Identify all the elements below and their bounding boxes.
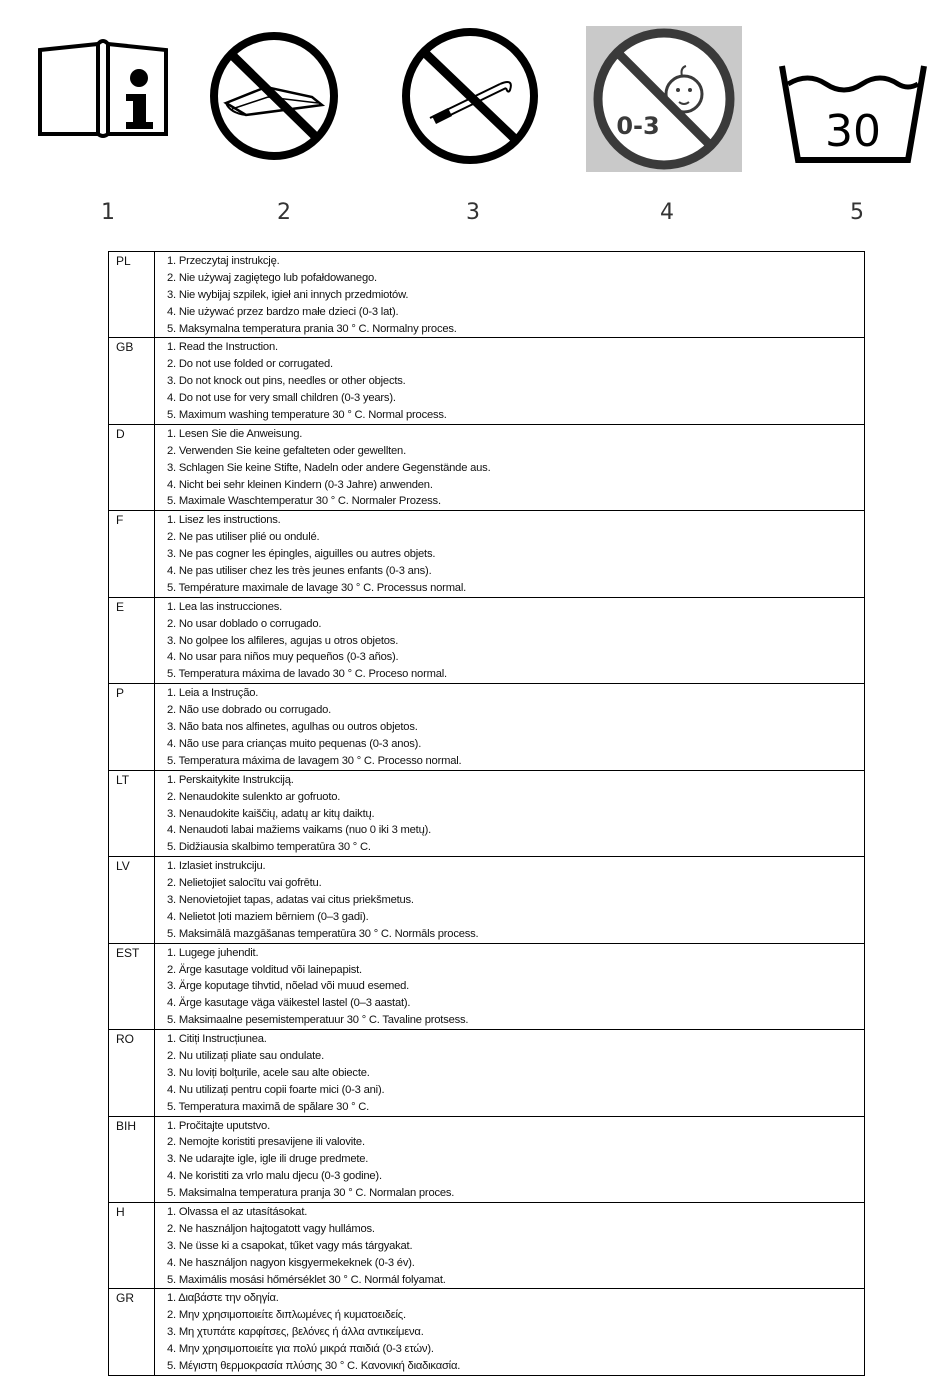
- no-folding-icon: [206, 31, 342, 161]
- instruction-line: 3. Schlagen Sie keine Stifte, Nadeln oder andere Gegenstände aus.: [167, 461, 491, 474]
- instruction-line: 4. Ne pas utiliser chez les très jeunes enfants (0-3 ans).: [167, 565, 432, 578]
- instruction-line: 1. Lea las instrucciones.: [167, 600, 283, 613]
- instruction-line: 4. Nelietot ļoti maziem bērniem (0–3 gadi).: [167, 910, 369, 923]
- read-instructions-icon: [36, 38, 170, 140]
- instruction-line: 3. Não bata nos alfinetes, agulhas ou outros objetos.: [167, 721, 418, 734]
- instruction-line: 1. Lisez les instructions.: [167, 514, 281, 527]
- instruction-line: 2. Nelietojiet salocītu vai gofrētu.: [167, 877, 322, 890]
- instruction-line: 4. Nenaudoti labai mažiems vaikams (nuo 0 iki 3 metų).: [167, 824, 432, 837]
- instruction-line: 2. No usar doblado o corrugado.: [167, 617, 322, 630]
- instruction-line: 2. Ne pas utiliser plié ou ondulé.: [167, 531, 320, 544]
- instruction-line: 1. Lesen Sie die Anweisung.: [167, 427, 303, 440]
- instruction-line: 3. Ärge koputage tihvtid, nõelad või muud esemed.: [167, 980, 410, 993]
- language-code: D: [109, 424, 155, 510]
- instruction-lines: [155, 1116, 865, 1202]
- language-row: [109, 597, 865, 683]
- instruction-line: 5. Μέγιστη θερμοκρασία πλύσης 30 ° C. Κανονική διαδικασία.: [167, 1360, 461, 1372]
- instruction-line: 2. Nie używaj zagiętego lub pofałdowanego.: [167, 271, 377, 284]
- instruction-line: 2. Nemojte koristiti presavijene ili valovite.: [167, 1136, 365, 1149]
- language-code: E: [109, 597, 155, 683]
- language-code: RO: [109, 1030, 155, 1116]
- language-row: [109, 684, 865, 770]
- instruction-line: 2. Ärge kasutage volditud või lainepapist.: [167, 963, 362, 976]
- language-row: [109, 943, 865, 1029]
- age-range-label: 0-3: [616, 112, 660, 140]
- language-code: EST: [109, 943, 155, 1029]
- instruction-line: 3. Μη χτυπάτε καρφίτσες, βελόνες ή άλλα αντικείμενα.: [167, 1326, 424, 1339]
- instruction-lines: [155, 597, 865, 683]
- instruction-line: 3. Ne üsse ki a csapokat, tűket vagy más tárgyakat.: [167, 1239, 413, 1252]
- no-pins-icon: [396, 26, 544, 166]
- language-code: BIH: [109, 1116, 155, 1202]
- instruction-line: 5. Didžiausia skalbimo temperatūra 30 ° C.: [167, 841, 371, 854]
- language-code: PL: [109, 252, 155, 338]
- instruction-lines: [155, 1030, 865, 1116]
- instruction-line: 3. Ne pas cogner les épingles, aiguilles ou autres objets.: [167, 548, 436, 561]
- wash-30-icon: [778, 60, 928, 166]
- language-row: [109, 252, 865, 338]
- instruction-line: 3. Nu loviți bolțurile, acele sau alte obiecte.: [167, 1066, 370, 1079]
- instruction-line: 1. Przeczytaj instrukcję.: [167, 255, 280, 267]
- language-row: [109, 857, 865, 943]
- language-code: LV: [109, 857, 155, 943]
- instruction-lines: [155, 1289, 865, 1375]
- language-code: F: [109, 511, 155, 597]
- instruction-line: 4. Do not use for very small children (0-3 years).: [167, 392, 396, 405]
- instruction-lines: [155, 511, 865, 597]
- instruction-lines: [155, 338, 865, 424]
- instruction-line: 3. Nie wybijaj szpilek, igieł ani innych przedmiotów.: [167, 288, 409, 301]
- instruction-line: 5. Temperatura máxima de lavado 30 ° C. Proceso normal.: [167, 668, 447, 681]
- instruction-line: 5. Maksimālā mazgāšanas temperatūra 30 ° C. Normāls process.: [167, 927, 479, 940]
- instruction-line: 5. Maksimaalne pesemistemperatuur 30 ° C. Tavaline protsess.: [167, 1014, 469, 1027]
- language-code: GR: [109, 1289, 155, 1375]
- instruction-line: 5. Maximale Waschtemperatur 30 ° C. Normaler Prozess.: [167, 495, 441, 508]
- no-babies-icon: [586, 26, 742, 172]
- instruction-lines: [155, 684, 865, 770]
- instruction-line: 5. Maximum washing temperature 30 ° C. Normal process.: [167, 409, 447, 422]
- language-code: P: [109, 684, 155, 770]
- instruction-line: 5. Temperatura maximă de spălare 30 ° C.: [167, 1100, 370, 1113]
- instruction-line: 2. Do not use folded or corrugated.: [167, 358, 333, 371]
- instruction-line: 1. Leia a Instrução.: [167, 687, 259, 700]
- instruction-line: 3. Ne udarajte igle, igle ili druge predmete.: [167, 1153, 369, 1166]
- icon-number-1: 1: [101, 200, 115, 225]
- language-row: [109, 338, 865, 424]
- language-row: [109, 770, 865, 856]
- instruction-line: 1. Citiți Instrucțiunea.: [167, 1033, 267, 1046]
- instruction-lines: [155, 857, 865, 943]
- instruction-line: 3. Nenovietojiet tapas, adatas vai citus priekšmetus.: [167, 893, 414, 906]
- instruction-line: 4. Nu utilizați pentru copii foarte mici (0-3 ani).: [167, 1083, 385, 1096]
- instruction-line: 2. Nu utilizați pliate sau ondulate.: [167, 1049, 324, 1062]
- language-row: [109, 1116, 865, 1202]
- instruction-line: 4. Nie używać przez bardzo małe dzieci (0-3 lat).: [167, 305, 399, 318]
- language-code: GB: [109, 338, 155, 424]
- language-row: [109, 424, 865, 510]
- instruction-line: 1. Perskaitykite Instrukciją.: [167, 773, 294, 786]
- icon-number-2: 2: [277, 200, 291, 225]
- instruction-line: 5. Maksimalna temperatura pranja 30 ° C. Normalan proces.: [167, 1187, 455, 1200]
- instruction-line: 4. Nicht bei sehr kleinen Kindern (0-3 Jahre) anwenden.: [167, 478, 433, 491]
- instruction-line: 5. Température maximale de lavage 30 ° C. Processus normal.: [167, 581, 467, 594]
- instruction-line: 1. Read the Instruction.: [167, 341, 278, 354]
- icon-number-3: 3: [466, 200, 480, 225]
- instruction-lines: [155, 770, 865, 856]
- language-row: [109, 1030, 865, 1116]
- instruction-line: 1. Olvassa el az utasításokat.: [167, 1205, 308, 1218]
- instruction-line: 1. Lugege juhendit.: [167, 946, 259, 959]
- instruction-line: 5. Temperatura máxima de lavagem 30 ° C. Processo normal.: [167, 754, 462, 767]
- instruction-lines: [155, 424, 865, 510]
- instruction-line: 3. Do not knock out pins, needles or other objects.: [167, 375, 406, 388]
- icon-number-4: 4: [660, 200, 674, 225]
- wash-temperature-label: 30: [825, 106, 881, 157]
- instruction-lines: [155, 252, 865, 338]
- instruction-line: 4. Não use para crianças muito pequenas (0-3 anos).: [167, 737, 422, 750]
- instructions-table: [108, 251, 865, 1376]
- language-code: LT: [109, 770, 155, 856]
- instruction-line: 3. Nenaudokite kaiščių, adatų ar kitų daiktų.: [167, 807, 375, 820]
- instruction-line: 2. Ne használjon hajtogatott vagy hullámos.: [167, 1222, 375, 1235]
- instruction-line: 1. Διαβάστε την οδηγία.: [167, 1292, 279, 1305]
- instruction-line: 2. Não use dobrado ou corrugado.: [167, 704, 332, 717]
- language-row: [109, 1289, 865, 1375]
- language-row: [109, 1202, 865, 1288]
- instruction-line: 3. No golpee los alfileres, agujas u otros objetos.: [167, 634, 399, 647]
- instruction-line: 4. Μην χρησιμοποιείτε για πολύ μικρά παιδιά (0-3 ετών).: [167, 1343, 434, 1356]
- instruction-line: 4. Ärge kasutage väga väikestel lastel (0–3 aastat).: [167, 997, 411, 1010]
- icon-number-5: 5: [850, 200, 864, 225]
- instruction-lines: [155, 943, 865, 1029]
- instruction-line: 2. Verwenden Sie keine gefalteten oder gewellten.: [167, 444, 406, 457]
- instruction-line: 5. Maximális mosási hőmérséklet 30 ° C. Normál folyamat.: [167, 1273, 446, 1286]
- instruction-line: 2. Μην χρησιμοποιείτε διπλωμένες ή κυματοειδείς.: [167, 1309, 406, 1322]
- language-code: H: [109, 1202, 155, 1288]
- instruction-line: 5. Maksymalna temperatura prania 30 ° C. Normalny proces.: [167, 322, 457, 335]
- instruction-line: 4. Ne használjon nagyon kisgyermekeknek (0-3 év).: [167, 1256, 415, 1269]
- instruction-line: 4. No usar para niños muy pequeños (0-3 años).: [167, 651, 399, 664]
- instruction-line: 1. Izlasiet instrukciju.: [167, 860, 266, 873]
- instruction-line: 1. Pročitajte uputstvo.: [167, 1119, 270, 1132]
- instruction-line: 4. Ne koristiti za vrlo malu djecu (0-3 godine).: [167, 1170, 382, 1183]
- instruction-line: 2. Nenaudokite sulenkto ar gofruoto.: [167, 790, 341, 803]
- instruction-lines: [155, 1202, 865, 1288]
- language-row: [109, 511, 865, 597]
